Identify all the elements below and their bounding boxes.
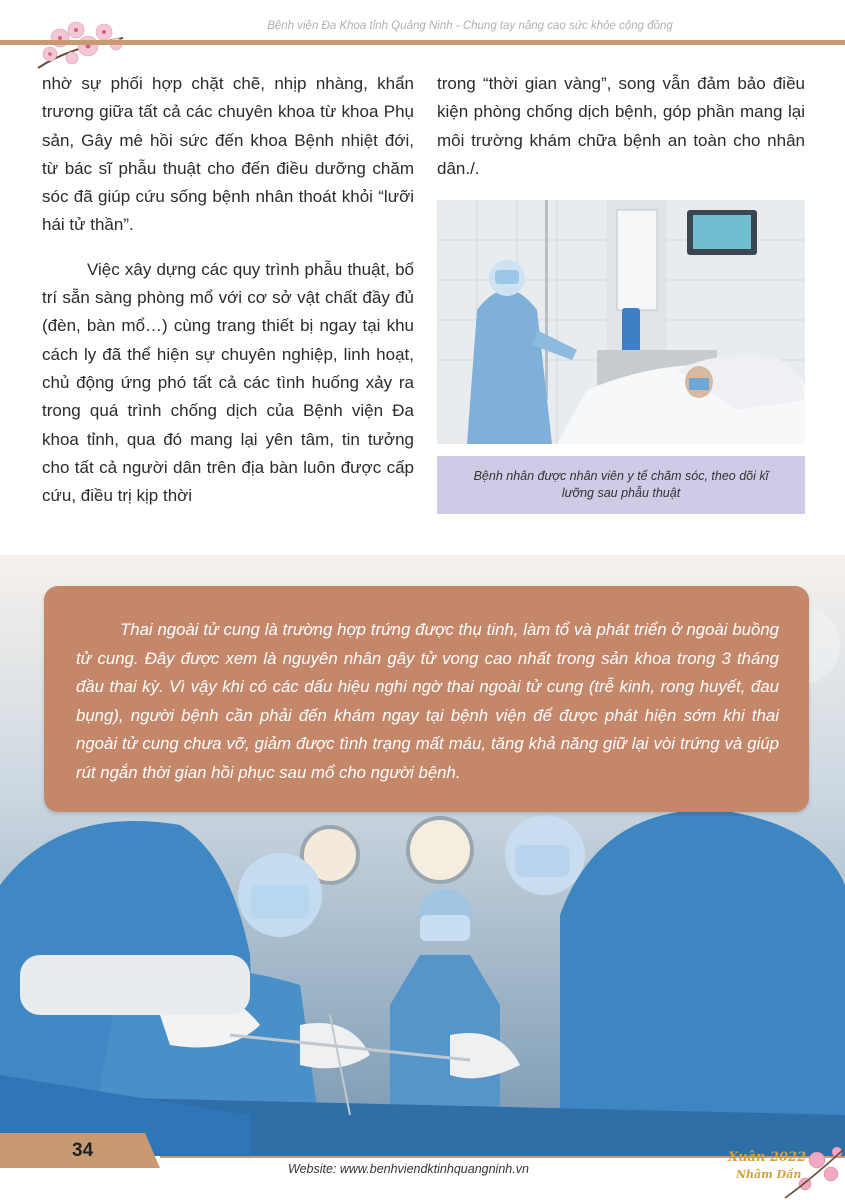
article-paragraph-3: trong “thời gian vàng”, song vẫn đảm bảo điều kiện phòng chống dịch bệnh, góp phần mang lại môi trường khám chữa bệnh an toàn cho nhân dân./. <box>437 74 805 178</box>
page-number: 34 <box>72 1140 94 1161</box>
patient-care-photo <box>437 200 805 444</box>
info-callout-text: Thai ngoài tử cung là trường hợp trứng được thụ tinh, làm tổ và phát triển ở ngoài buồng tử cung. Đây được xem là nguyên nhân gây tử vong cao nhất trong sản khoa trong 3 tháng đầu thai kỳ. Vì vậy khi có các dấu hiệu nghi ngờ thai ngoài tử cung (trễ kinh, rong huyết, đau bụng), người bệnh cần phải đến khám ngay tại bệnh viện để được phát hiện sớm khi thai ngoài tử cung chưa vỡ, giảm được tình trạng mất máu, tăng khả năng giữ lại vòi trứng và giúp rút ngắn thời gian hồi phục sau mổ cho người bệnh. <box>76 620 779 782</box>
header-rule <box>0 40 845 45</box>
logo-text-xuan: Xuân 2022 <box>728 1150 807 1165</box>
article-left-column <box>42 70 414 510</box>
running-header: Bệnh viện Đa Khoa tỉnh Quảng Ninh - Chung tay nâng cao sức khỏe cộng đồng <box>267 20 673 32</box>
info-callout-box <box>44 586 809 812</box>
footer-website: Website: www.benhviendktinhquangninh.vn <box>288 1162 529 1176</box>
article-right-column <box>437 70 805 183</box>
article-paragraph-1: nhờ sự phối hợp chặt chẽ, nhịp nhàng, khẩn trương giữa tất cả các chuyên khoa từ khoa Phụ sản, Gây mê hồi sức đến khoa Bệnh nhiệt đới, từ bác sĩ phẫu thuật cho đến điều dưỡng chăm sóc đã giúp cứu sống bệnh nhân thoát khỏi “lưỡi hái tử thần”. <box>42 74 414 235</box>
photo-caption: Bệnh nhân được nhân viên y tế chăm sóc, theo dõi kĩ lưỡng sau phẫu thuật <box>437 456 805 514</box>
article-paragraph-2: Việc xây dựng các quy trình phẫu thuật, bố trí sẵn sàng phòng mổ với cơ sở vật chất đầy đủ (đèn, bàn mổ…) cùng trang thiết bị ngay tại khu cách ly đã thể hiện sự chuyên nghiệp, linh hoạt, chủ động ứng phó tất cả các tình huống xảy ra trong quá trình chống dịch của Bệnh viện Đa khoa tỉnh, qua đó mang lại yên tâm, tin tưởng cho tất cả người dân trên địa bàn luôn được cấp cứu, điều trị kịp thời <box>42 259 414 506</box>
logo-text-nham-dan: Nhâm Dần <box>736 1168 802 1181</box>
